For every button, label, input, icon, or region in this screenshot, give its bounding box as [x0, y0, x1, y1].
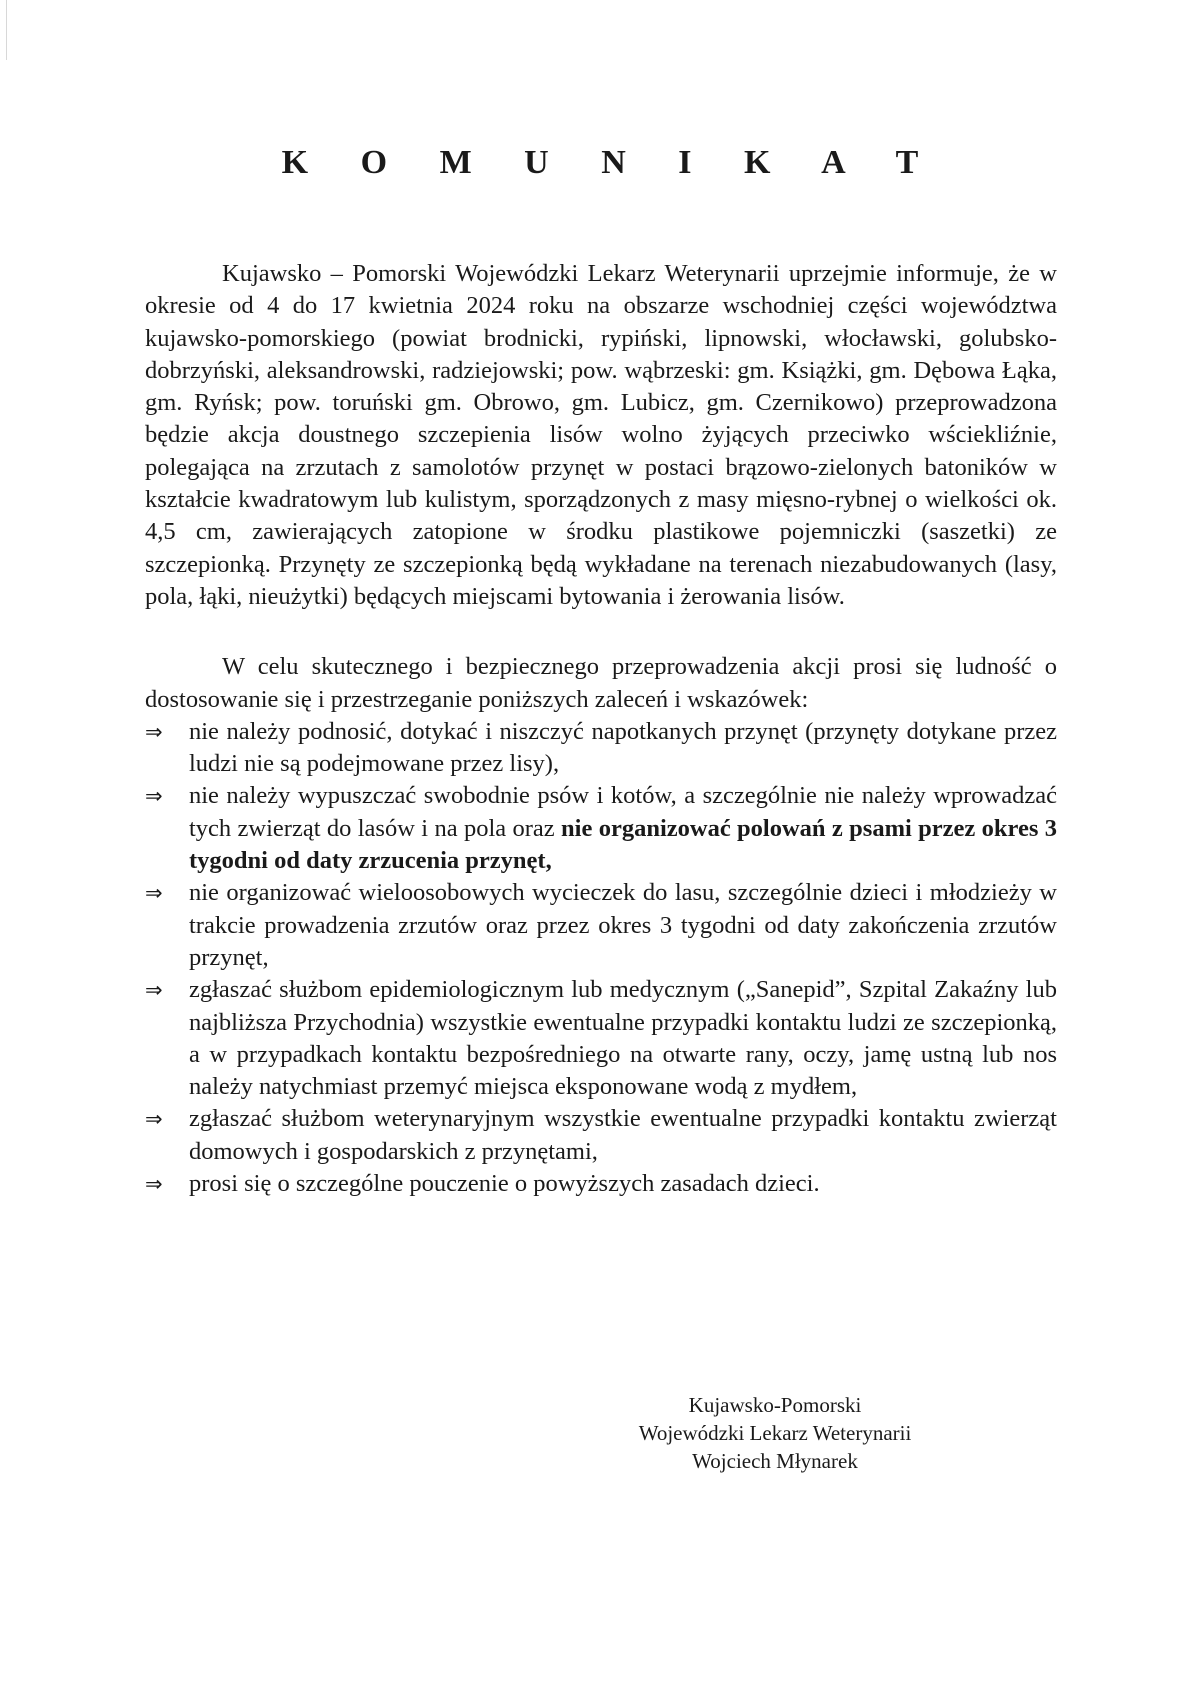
list-item	[145, 716, 1057, 781]
list-item	[145, 1168, 1057, 1200]
double-arrow-right-icon: ⇒	[145, 1107, 163, 1132]
instructions-list	[145, 716, 1057, 1200]
signature-line-office: Wojewódzki Lekarz Weterynarii	[638, 1421, 912, 1445]
list-item-text-bold: nie organizować polowań z psami przez okres 3 tygodni od daty zrzucenia przynęt,	[189, 814, 1057, 875]
double-arrow-right-icon: ⇒	[145, 719, 163, 744]
list-item-text: prosi się o szczególne pouczenie o powyższych zasadach dzieci.	[189, 1170, 820, 1198]
instructions-section	[145, 651, 1057, 1200]
scan-edge-mark	[6, 0, 7, 60]
list-item-text: zgłaszać służbom weterynaryjnym wszystkie ewentualne przypadki kontaktu zwierząt domowych i gospodarskich z przynętami,	[189, 1105, 1057, 1165]
document-title: K O M U N I K A T	[281, 144, 941, 181]
double-arrow-right-icon: ⇒	[145, 978, 163, 1003]
list-item-text-regular: nie należy wypuszczać swobodnie psów i kotów, a szczególnie nie należy wprowadzać tych zwierząt do lasów i na pola oraz	[189, 782, 1057, 842]
list-item	[145, 1103, 1057, 1168]
list-item	[145, 877, 1057, 974]
list-item	[145, 780, 1057, 877]
list-item-text: nie organizować wieloosobowych wycieczek do lasu, szczególnie dzieci i młodzieży w trakcie prowadzenia zrzutów oraz przez okres 3 tygodni od daty zakończenia zrzutów przynęt,	[189, 879, 1057, 971]
document-body	[145, 258, 1057, 1200]
double-arrow-right-icon: ⇒	[145, 1172, 163, 1197]
list-item-text	[189, 780, 1057, 877]
signature-block	[560, 1391, 990, 1475]
instructions-intro: W celu skutecznego i bezpiecznego przeprowadzenia akcji prosi się ludność o dostosowanie się i przestrzeganie poniższych zaleceń i wskazówek:	[145, 653, 1057, 713]
signature-line-region: Kujawsko-Pomorski	[688, 1393, 862, 1417]
double-arrow-right-icon: ⇒	[145, 881, 163, 906]
double-arrow-right-icon: ⇒	[145, 784, 163, 809]
signature-line-name: Wojciech Młynarek	[692, 1449, 858, 1473]
list-item-text: zgłaszać służbom epidemiologicznym lub medycznym („Sanepid”, Szpital Zakaźny lub najbliższa Przychodnia) wszystkie ewentualne przypadki kontaktu ludzi ze szczepionką, a w przypadkach kontaktu bezpośredniego na otwarte rany, oczy, jamę ustną lub nos należy natychmiast przemyć miejsca eksponowane wodą z mydłem,	[189, 976, 1057, 1101]
list-item	[145, 974, 1057, 1103]
list-item-text: nie należy podnosić, dotykać i niszczyć napotkanych przynęt (przynęty dotykane przez ludzi nie są podejmowane przez lisy),	[189, 717, 1057, 778]
announcement-paragraph: Kujawsko – Pomorski Wojewódzki Lekarz Weterynarii uprzejmie informuje, że w okresie od 4 do 17 kwietnia 2024 roku na obszarze wschodniej części województwa kujawsko-pomorskiego (powiat brodnicki, rypiński, lipnowski, włocławski, golubsko-dobrzyński, aleksandrowski, radziejowski; pow. wąbrzeski: gm. Książki, gm. Dębowa Łąka, gm. Ryńsk; pow. toruński gm. Obrowo, gm. Lubicz, gm. Czernikowo) przeprowadzona będzie akcja doustnego szczepienia lisów wolno żyjących przeciwko wściekliźnie, polegająca na zrzutach z samolotów przynęt w postaci brązowo-zielonych batoników w kształcie kwadratowym lub kulistym, sporządzonych z masy mięsno-rybnej o wielkości ok. 4,5 cm, zawierających zatopione w środku plastikowe pojemniczki (saszetki) ze szczepionką. Przynęty ze szczepionką będą wykładane na terenach niezabudowanych (lasy, pola, łąki, nieużytki) będących miejscami bytowania i żerowania lisów.	[145, 260, 1057, 610]
